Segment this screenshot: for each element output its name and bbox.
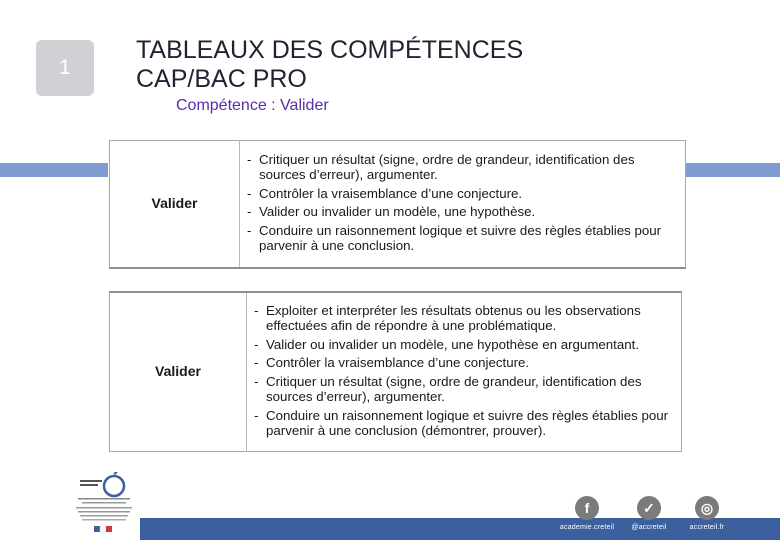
list-item: - Conduire un raisonnement logique et suivre des règles établies pour parvenir à une conclusion. bbox=[245, 223, 679, 254]
title-line-2: CAP/BAC PRO bbox=[136, 65, 307, 93]
twitter-icon: ✓ bbox=[637, 496, 661, 520]
twitter-label: @accreteil bbox=[631, 524, 667, 531]
facebook-label: academie.creteil bbox=[559, 524, 615, 531]
list-item: - Critiquer un résultat (signe, ordre de grandeur, identification des sources d’erreur), argumenter. bbox=[252, 374, 677, 405]
slide-number-badge bbox=[36, 40, 94, 96]
list-item: - Valider ou invalider un modèle, une hypothèse. bbox=[245, 204, 679, 220]
slide-number: 1 bbox=[59, 56, 71, 79]
list-item: - Valider ou invalider un modèle, une hypothèse en argumentant. bbox=[252, 337, 677, 353]
web-link[interactable] bbox=[672, 496, 742, 531]
left-accent-bar bbox=[0, 163, 108, 177]
competence-items-cell bbox=[247, 292, 682, 452]
ministry-logo bbox=[68, 472, 140, 536]
table-row bbox=[110, 141, 686, 269]
facebook-icon: f bbox=[575, 496, 599, 520]
web-label: accreteil.fr bbox=[689, 524, 725, 531]
list-item: - Exploiter et interpréter les résultats obtenus ou les observations effectuées afin de répondre à une problématique. bbox=[252, 303, 677, 334]
title-line-1: TABLEAUX DES COMPÉTENCES bbox=[136, 36, 524, 64]
slide-title bbox=[136, 36, 523, 94]
competence-list bbox=[245, 152, 679, 254]
competence-label: Valider bbox=[110, 292, 247, 452]
facebook-link[interactable] bbox=[552, 496, 622, 531]
competence-list bbox=[252, 303, 677, 439]
table-row bbox=[110, 292, 682, 452]
slide-subtitle: Compétence : Valider bbox=[176, 97, 329, 114]
competence-table-bottom bbox=[109, 291, 682, 452]
competence-table-top bbox=[109, 140, 686, 269]
list-item: - Contrôler la vraisemblance d’une conjecture. bbox=[245, 186, 679, 202]
ministry-logo-icon bbox=[68, 472, 140, 536]
competence-label: Valider bbox=[110, 141, 240, 269]
web-icon: ◎ bbox=[695, 496, 719, 520]
competence-items-cell bbox=[240, 141, 686, 269]
list-item: - Contrôler la vraisemblance d’une conjecture. bbox=[252, 355, 677, 371]
list-item: - Conduire un raisonnement logique et suivre des règles établies pour parvenir à une conclusion (démontrer, prouver). bbox=[252, 408, 677, 439]
list-item: - Critiquer un résultat (signe, ordre de grandeur, identification des sources d’erreur), argumenter. bbox=[245, 152, 679, 183]
right-accent-bar bbox=[686, 163, 780, 177]
